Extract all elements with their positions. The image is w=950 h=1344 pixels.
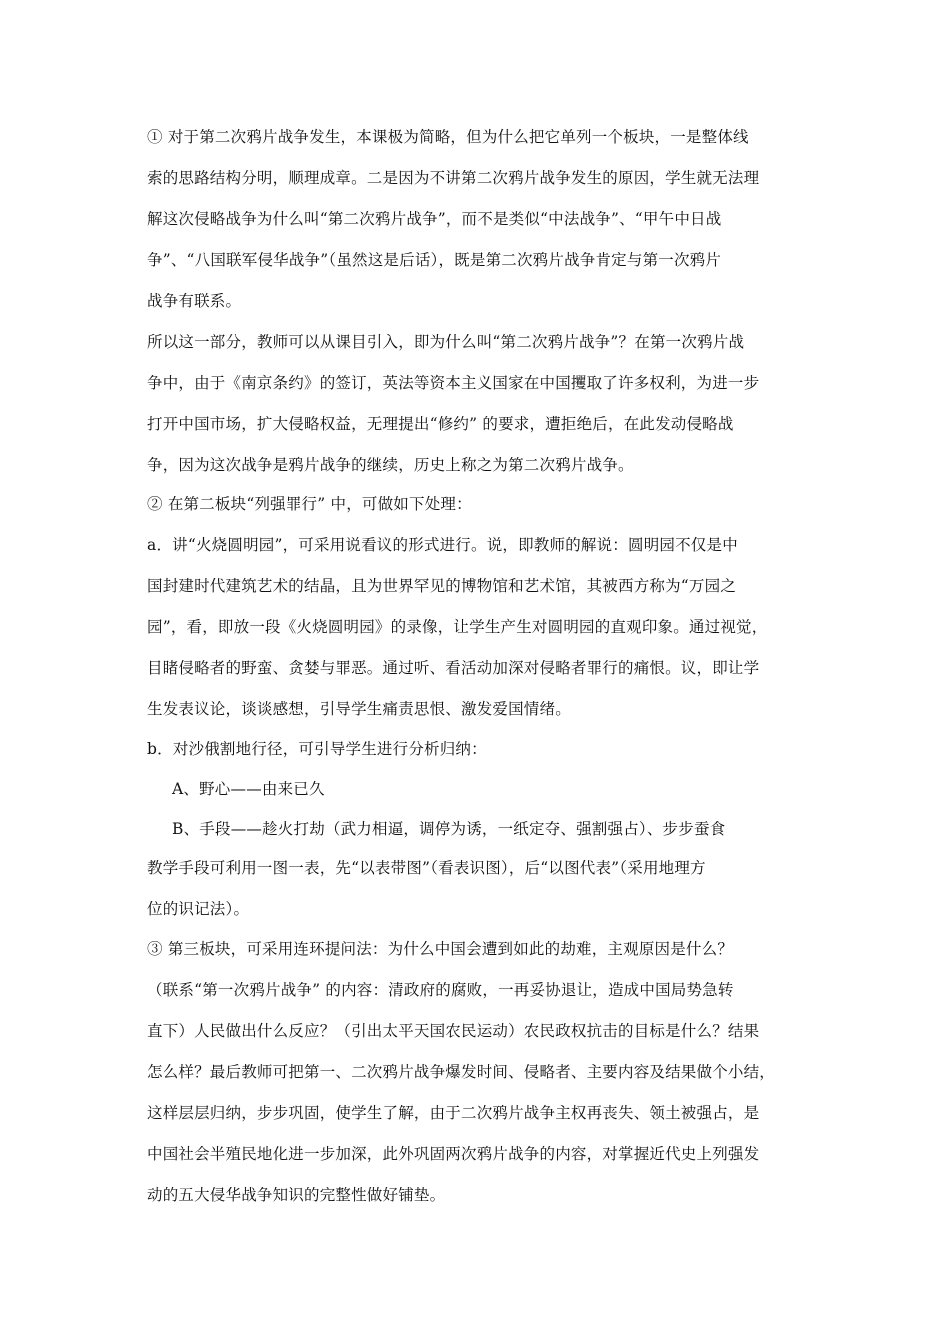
text-line: ② 在第二板块“列强罪行” 中，可做如下处理： [147,495,472,513]
text-line: 所以这一部分，教师可以从课目引入，即为什么叫“第二次鸦片战争”？在第一次鸦片战 [147,333,745,351]
text-line: 教学手段可利用一图一表，先“以表带图”（看表识图），后“以图代表”（采用地理方 [147,859,706,877]
text-line: 这样层层归纳，步步巩固，使学生了解，由于二次鸦片战争主权再丧失、领土被强占，是 [147,1104,760,1122]
text-line: ① 对于第二次鸦片战争发生，本课极为简略，但为什么把它单列一个板块，一是整体线 [147,128,749,146]
text-line: 打开中国市场，扩大侵略权益，无理提出“修约” 的要求，遭拒绝后，在此发动侵略战 [147,415,734,433]
text-line: 索的思路结构分明，顺理成章。二是因为不讲第二次鸦片战争发生的原因，学生就无法理 [147,169,760,187]
text-line: 争，因为这次战争是鸦片战争的继续，历史上称之为第二次鸦片战争。 [147,456,634,474]
text-line: 园”，看，即放一段《火烧圆明园》的录像，让学生产生对圆明园的直观印象。通过视觉， [147,618,768,636]
text-line: B、手段——趁火打劫（武力相逼，调停为诱，一纸定夺、强割强占）、步步蚕食 [172,820,726,838]
text-line: 战争有联系。 [147,292,242,310]
text-line: a．讲“火烧圆明园”，可采用说看议的形式进行。说，即教师的解说：圆明园不仅是中 [147,536,738,554]
text-line: 争”、“八国联军侵华战争”（虽然这是后话），既是第二次鸦片战争肯定与第一次鸦片 [147,251,722,269]
text-line: 直下）人民做出什么反应？（引出太平天国农民运动）农民政权抗击的目标是什么？结果 [147,1022,760,1040]
text-line: 生发表议论，谈谈感想，引导学生痛责思恨、激发爱国情绪。 [147,700,571,718]
text-line: 位的识记法）。 [147,900,250,918]
text-line: 动的五大侵华战争知识的完整性做好铺垫。 [147,1186,446,1204]
text-line: （联系“第一次鸦片战争” 的内容：清政府的腐败，一再妥协退让，造成中国局势急转 [147,981,734,999]
text-line: b．对沙俄割地行径，可引导学生进行分析归纳： [147,740,487,758]
text-line: 国封建时代建筑艺术的结晶，且为世界罕见的博物馆和艺术馆，其被西方称为“万园之 [147,577,737,595]
text-line: A、野心——由来已久 [172,780,325,798]
text-line: 中国社会半殖民地化进一步加深，此外巩固两次鸦片战争的内容，对掌握近代史上列强发 [147,1145,760,1163]
text-line: 怎么样？最后教师可把第一、二次鸦片战争爆发时间、侵略者、主要内容及结果做个小结， [147,1063,776,1081]
text-line: ③ 第三板块，可采用连环提问法：为什么中国会遭到如此的劫难，主观原因是什么？ [147,940,734,958]
text-line: 目睹侵略者的野蛮、贪婪与罪恶。通过听、看活动加深对侵略者罪行的痛恨。议，即让学 [147,659,760,677]
text-line: 争中，由于《南京条约》的签订，英法等资本主义国家在中国攫取了许多权利，为进一步 [147,374,760,392]
text-line: 解这次侵略战争为什么叫“第二次鸦片战争”，而不是类似“中法战争”、“甲午中日战 [147,210,722,228]
